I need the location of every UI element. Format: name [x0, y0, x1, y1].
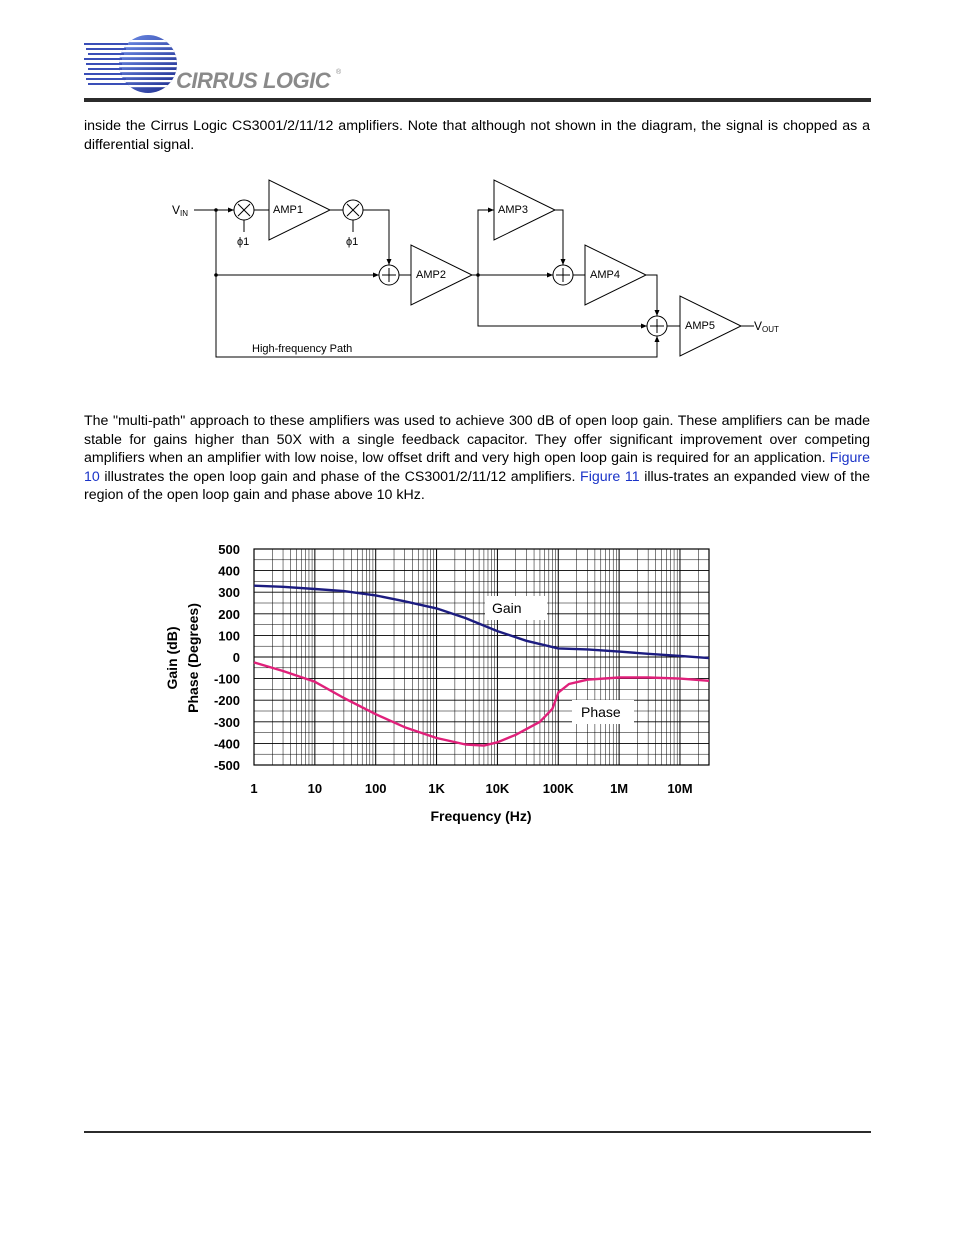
cirrus-logic-logo	[84, 34, 344, 96]
x-tick-label: 10K	[485, 781, 510, 796]
phase-series-label: Phase	[581, 704, 621, 720]
header-rule	[84, 98, 871, 102]
paragraph-text-1: The "multi-path" approach to these amplifiers was used to achieve 300 dB of open loop gain. These amplifiers can be made stable for gains higher than 50X with a single feedback capacitor. They offer significant improvement over competing amplifiers when an amplifier with low noise, low offset drift and very high open loop gain is required for an application.	[84, 413, 870, 467]
y-tick-label: 400	[218, 563, 240, 579]
paragraph-multipath	[84, 412, 870, 505]
x-tick-label: 100	[364, 781, 387, 796]
gain-series-label: Gain	[492, 600, 522, 616]
phase-callout	[572, 700, 634, 724]
y-tick-label: 300	[218, 585, 240, 601]
figure-10-link[interactable]: Figure 10	[84, 450, 870, 485]
x-tick-label: 1K	[428, 781, 445, 796]
vin-label: VIN	[172, 203, 189, 218]
paragraph-intro: inside the Cirrus Logic CS3001/2/11/12 amplifiers. Note that although not shown in the diagram, the signal is chopped as a differential signal.	[84, 118, 870, 153]
y-tick-labels	[214, 542, 240, 773]
y-tick-label: 500	[218, 542, 240, 557]
phi1-label-a: ϕ1	[237, 236, 250, 248]
footer-rule	[84, 1131, 871, 1133]
x-tick-label: 100K	[542, 781, 574, 796]
figure-11-link[interactable]: Figure 11	[580, 468, 640, 485]
x-axis-label: Frequency (Hz)	[430, 808, 532, 824]
paragraph-text-3: illus-trates an expanded view of the region of the open loop gain and phase above 10 kHz.	[84, 468, 870, 504]
amp2-label: AMP2	[416, 269, 446, 281]
y-axis-label-2: Phase (Degrees)	[185, 603, 201, 713]
y-tick-label: -400	[213, 736, 240, 752]
hf-path-label: High-frequency Path	[252, 343, 353, 355]
chart-grid	[254, 549, 709, 765]
x-tick-label: 1M	[610, 781, 629, 796]
gain-phase-chart	[150, 538, 730, 838]
x-tick-label: 10M	[667, 781, 693, 796]
multipath-block-diagram	[160, 170, 800, 370]
y-tick-label: 100	[218, 628, 240, 644]
phi1-label-b: ϕ1	[346, 236, 359, 248]
x-tick-label: 1	[250, 781, 258, 796]
amp5-label: AMP5	[685, 320, 715, 332]
x-tick-label: 10	[307, 781, 323, 796]
logo-stripes-icon	[84, 35, 184, 93]
amp3-label: AMP3	[498, 204, 528, 216]
gain-callout	[485, 596, 547, 620]
y-tick-label: -500	[213, 758, 240, 773]
y-tick-label: 200	[218, 606, 240, 622]
paragraph-text-2: illustrates the open loop gain and phase of the CS3001/2/11/12 amplifiers.	[99, 468, 581, 485]
y-tick-label: -300	[213, 714, 240, 730]
y-tick-label: -200	[213, 693, 240, 709]
logo-wordmark: CIRRUS LOGIC	[176, 68, 331, 93]
amp1-label: AMP1	[273, 204, 303, 216]
vout-label: VOUT	[754, 319, 779, 334]
logo-registered-mark: ®	[336, 69, 342, 76]
y-axis-label: Gain (dB)	[164, 626, 180, 690]
amp4-label: AMP4	[590, 269, 620, 281]
y-tick-label: -100	[213, 671, 240, 687]
y-tick-label: 0	[232, 650, 240, 665]
x-tick-labels	[250, 781, 692, 796]
